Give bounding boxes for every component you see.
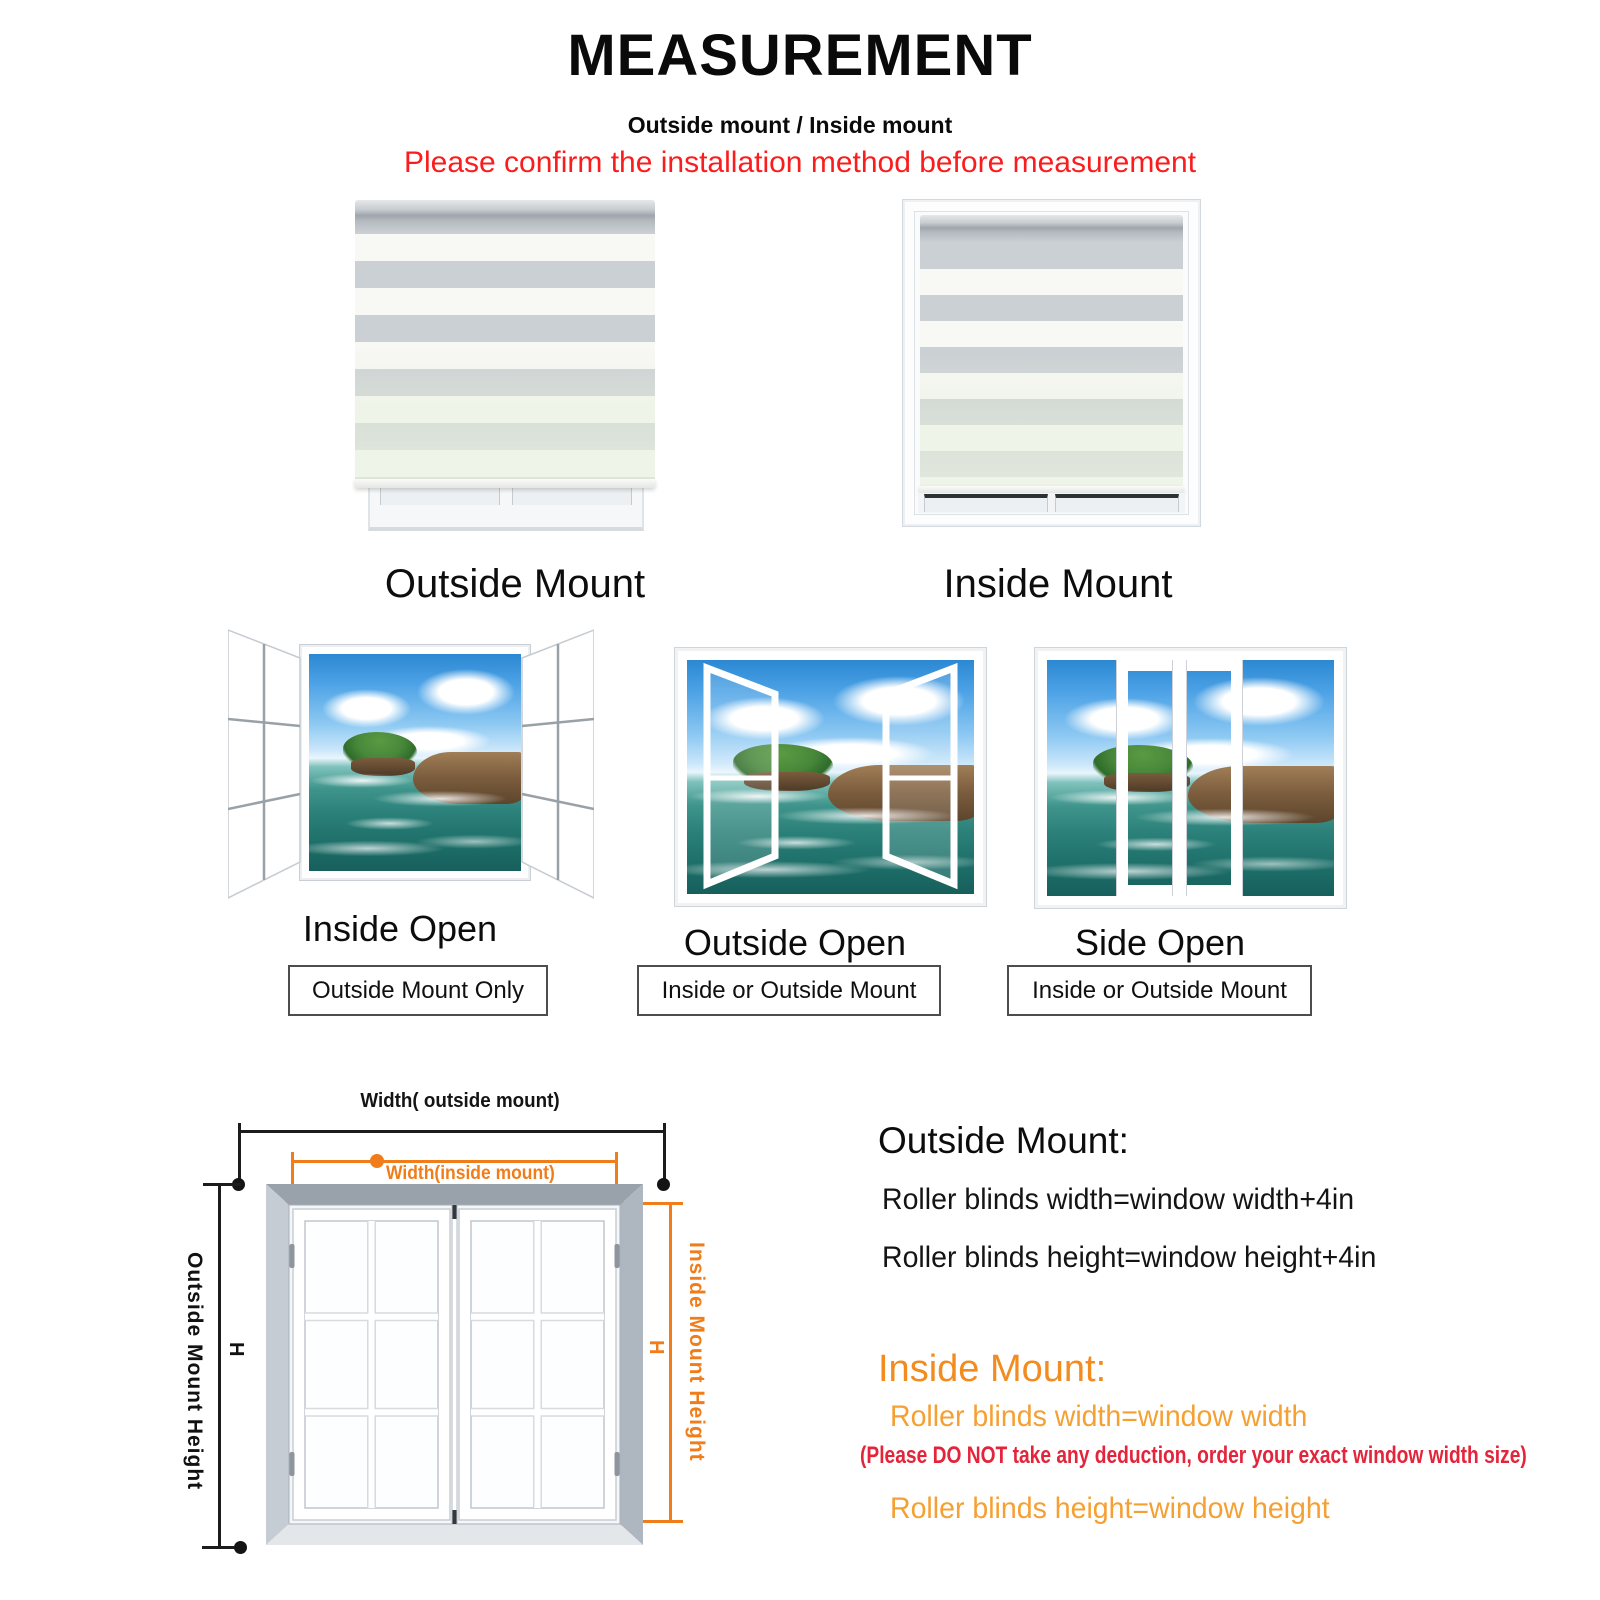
sliding-sash-center-bar (1173, 660, 1186, 896)
inside-mount-blind-illustration (903, 200, 1200, 526)
window-sill (918, 493, 1185, 513)
inside-open-mount-note: Outside Mount Only (288, 965, 548, 1016)
width-outside-dim-line (239, 1130, 665, 1133)
warning-text: Please confirm the installation method before measurement (403, 146, 1197, 179)
height-h-mark-left: H (225, 1342, 247, 1357)
window-sill-slot (924, 494, 1048, 512)
inside-mount-no-deduction-note: (Please DO NOT take any deduction, order your exact window width size) (860, 1442, 1527, 1469)
dim-end-tick (238, 1123, 241, 1183)
open-casement-panes (228, 628, 594, 902)
inside-mount-label: Inside Mount (943, 562, 1173, 606)
outside-mount-instructions-heading: Outside Mount: (878, 1120, 1129, 1161)
outside-open-window-photo (675, 648, 986, 906)
side-open-window-photo (1035, 648, 1346, 908)
diagram-window-graphic (266, 1184, 643, 1545)
window-view (687, 660, 974, 894)
inside-mount-height-rule: Roller blinds height=window height (890, 1492, 1330, 1525)
dim-end-tick (663, 1123, 666, 1183)
window-sill-slot (1055, 494, 1179, 512)
blind-header-rail (920, 215, 1183, 245)
zebra-blind-stripes (920, 243, 1183, 486)
outside-mount-blind-illustration (355, 200, 655, 488)
dim-end-tick (203, 1183, 241, 1186)
inside-open-window-photo (228, 628, 594, 902)
inside-mount-height-label: Inside Mount Height (685, 1242, 708, 1462)
blind-bottom-rail (920, 486, 1183, 493)
outside-mount-label: Outside Mount (384, 562, 646, 606)
window-opening (914, 211, 1189, 515)
zebra-blind-stripes (355, 234, 655, 479)
outside-open-mount-note: Inside or Outside Mount (637, 965, 941, 1016)
inside-mount-instructions-heading: Inside Mount: (878, 1348, 1107, 1390)
blind-bottom-rail (355, 479, 655, 488)
outside-mount-height-label: Outside Mount Height (183, 1252, 206, 1491)
mount-options-subtitle: Outside mount / Inside mount (627, 112, 953, 138)
outside-mount-height-rule: Roller blinds height=window height+4in (882, 1241, 1377, 1274)
open-casement-panes (687, 660, 974, 894)
inside-open-label: Inside Open (302, 908, 498, 949)
inside-mount-width-rule: Roller blinds width=window width (890, 1400, 1308, 1433)
width-inside-mount-label: Width(inside mount) (386, 1163, 555, 1184)
page-title: MEASUREMENT (567, 23, 1033, 88)
blind-header-rail (355, 200, 655, 236)
outside-mount-width-rule: Roller blinds width=window width+4in (882, 1183, 1355, 1216)
height-h-mark-right: H (645, 1340, 667, 1355)
zebra-blind (920, 215, 1183, 493)
width-outside-mount-label: Width( outside mount) (360, 1090, 560, 1112)
dim-dot (370, 1154, 384, 1168)
side-open-mount-note: Inside or Outside Mount (1007, 965, 1312, 1016)
outside-height-dim-line (218, 1183, 221, 1549)
side-open-label: Side Open (1074, 922, 1246, 963)
inside-height-dim-line (669, 1204, 672, 1523)
dim-dot (234, 1541, 247, 1554)
dim-dot (657, 1178, 670, 1191)
window-view (1047, 660, 1334, 896)
outside-open-label: Outside Open (683, 922, 907, 963)
